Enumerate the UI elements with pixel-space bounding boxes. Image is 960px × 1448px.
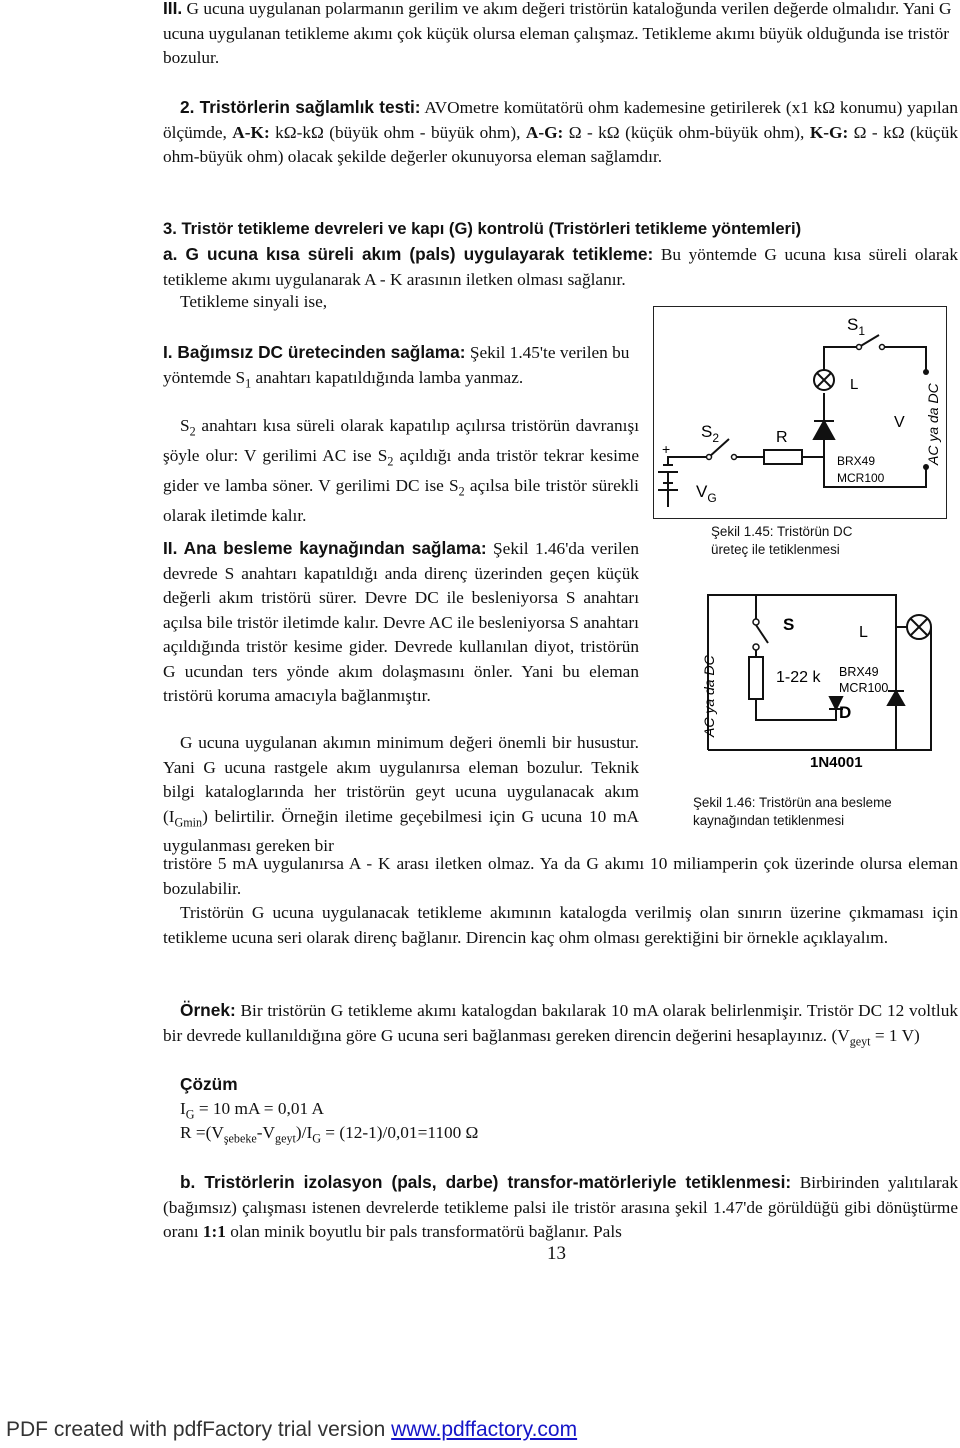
label-lamp: L: [859, 624, 868, 641]
paragraph-series-resistor: Tristörün G ucuna uygulanacak tetikleme akımının katalogda verilmiş olan sınırın üzerine çıkmaması için tetikleme ucuna seri olarak direnç bağlanır. Direncin kaç ohm olması gerektiğini bir örnekle açıklayalım.: [163, 903, 958, 947]
label-s: S: [783, 615, 795, 634]
plus-sign: +: [662, 441, 671, 457]
solution-line-2: $R =(V_{şebeke}-V_{geyt})/I_G = (12-1)/0,01=1100$ Ω: [180, 1123, 479, 1146]
page-number: 13: [547, 1243, 566, 1264]
paragraph-example: Örnek: Bir tristörün G tetikleme akımı katalogdan bakılarak 10 mA olarak belirlenmişir. Tristör DC 12 voltluk bir devrede kullanıldığına göre G ucuna seri bağlanması gereken direncin değerini hesaplayınız. ($V_{geyt} = 1$ V): [163, 1000, 958, 1048]
paragraph-isolation: b. Tristörlerin izolasyon (pals, darbe) transfor-matörleriyle tetiklenmesi: Birbirinden yalıtılarak (bağımsız) çalışması istenen devrelerde tetikleme palsi ile tristör arasına şekil 1.47'de görüldüğü gibi dönüştürme oranı 1:1 olan minik boyutlu bir pals transformatörü bağlanır. Pals: [163, 1172, 958, 1241]
label-part-mcr100: MCR100: [837, 471, 885, 485]
caption-fig-1-45: Şekil 1.45: Tristörün DC üreteç ile tetiklenmesi: [711, 524, 853, 557]
label-r: R: [776, 429, 788, 446]
paragraph-gate-current: G ucuna uygulanan akımın minimum değeri önemli bir husustur. Yani G ucuna rastgele akım uygulanırsa eleman bozulur. Teknik bilgi kataloglarında her tristörün geyt ucuna uygulanacak akım $(I_{Gmin})$ belirtilir. Örneğin iletime geçebilmesi için G ucuna 10 mA uygulanması gereken bir: [163, 733, 639, 856]
circuit-dc-trigger: [654, 307, 946, 518]
paragraph-main-supply: II. Ana besleme kaynağından sağlama: Şekil 1.46'da verilen devrede S anahtarı kapatıldığı anda direnç üzerinden geçen küçük değerli akım tristörü sürer. Devre DC ile besleniyorsa S anahtarı açılsa bile tristör iletimde kalır. Devre AC ile besleniyorsa S anahtarı açıldığında tristör kesime gider. Devrede kullanılan diyot, tristörün G ucundan ters yönde akım dolaşmasını önler. Yani bu eleman tristörü koruma amacıyla bağlanmıştır.: [163, 538, 639, 705]
label-s1: $S_1$: [847, 315, 866, 338]
figure-1-45: [653, 306, 947, 519]
trigger-signal-text: Tetikleme sinyali ise,: [180, 292, 328, 311]
label-d: D: [839, 703, 852, 722]
caption-fig-1-46: Şekil 1.46: Tristörün ana besleme kaynağından tetiklenmesi: [693, 795, 892, 828]
paragraph-dc-s2: $S_2$ anahtarı kısa süreli olarak kapatılıp açılırsa tristörün davranışı şöyle olur: V gerilimi AC ise $S_2$ açıldığı anda tristör tekrar kesime gider ve lamba söner. V gerilimi DC ise $S_2$ açılsa bile tristör sürekli olarak iletimde kalır.: [163, 416, 640, 525]
circuit-main-supply-trigger: [696, 585, 946, 775]
pdffactory-link[interactable]: www.pdffactory.com: [391, 1418, 578, 1441]
label-lamp: L: [850, 376, 859, 393]
paragraph-dc-source: I. Bağımsız DC üretecinden sağlama: Şekil 1.45'te verilen bu yöntemde $S_1$ anahtarı kapatıldığında lamba yanmaz.: [163, 342, 630, 390]
pdf-footer: PDF created with pdfFactory trial version www.pdffactory.com: [6, 1418, 578, 1441]
label-diode: 1N4001: [810, 754, 863, 771]
solution-line-1: $I_G = 10$ mA = 0,01 A: [180, 1099, 324, 1122]
section-heading-trigger: 3. Tristör tetikleme devreleri ve kapı (G) kontrolü (Tristörleri tetikleme yöntemleri): [163, 219, 802, 238]
paragraph-gate-current-cont: tristöre 5 mA uygulanırsa A - K arası iletken olmaz. Ya da G akımı 10 miliamperin çok üzerinde olursa eleman bozulabilir.: [163, 854, 958, 898]
label-s2: $S_2$: [701, 422, 720, 445]
solution-label: Çözüm: [180, 1074, 238, 1094]
label-vg: $V_G$: [696, 482, 717, 505]
paragraph-pulse-trigger: a. G ucuna kısa süreli akım (pals) uygulayarak tetikleme: Bu yöntemde G ucuna kısa süreli olarak tetikleme akımı uygulanarak A - K arasının iletken olması sağlanır.: [163, 244, 958, 289]
label-part-brx49: BRX49: [837, 454, 876, 468]
label-ac-dc: AC ya da DC: [925, 383, 941, 465]
label-v: V: [894, 414, 905, 431]
label-r: 1-22 k: [776, 669, 821, 686]
label-part-mcr100: MCR100: [839, 681, 889, 695]
label-part-brx49: BRX49: [839, 665, 879, 679]
paragraph-iii: III. G ucuna uygulanan polarmanın gerilim ve akım değeri tristörün kataloğunda verilen değerde olmalıdır. Yani G ucuna uygulanan tetikleme akımı çok küçük olursa eleman çalışmaz. Tetikleme akımı büyük olduğunda ise tristör bozulur.: [163, 0, 952, 67]
paragraph-thyristor-test: 2. Tristörlerin sağlamlık testi: AVOmetre komütatörü ohm kademesine getirilerek (x1 kΩ konumu) yapılan ölçümde, A-K: kΩ-kΩ (büyük ohm - büyük ohm), A-G: Ω - kΩ (küçük ohm-büyük ohm), K-G: Ω - kΩ (küçük ohm-büyük ohm) olacak şekilde değerler okunuyorsa eleman sağlamdır.: [163, 97, 958, 166]
label-ac-dc: AC ya da DC: [701, 655, 717, 737]
